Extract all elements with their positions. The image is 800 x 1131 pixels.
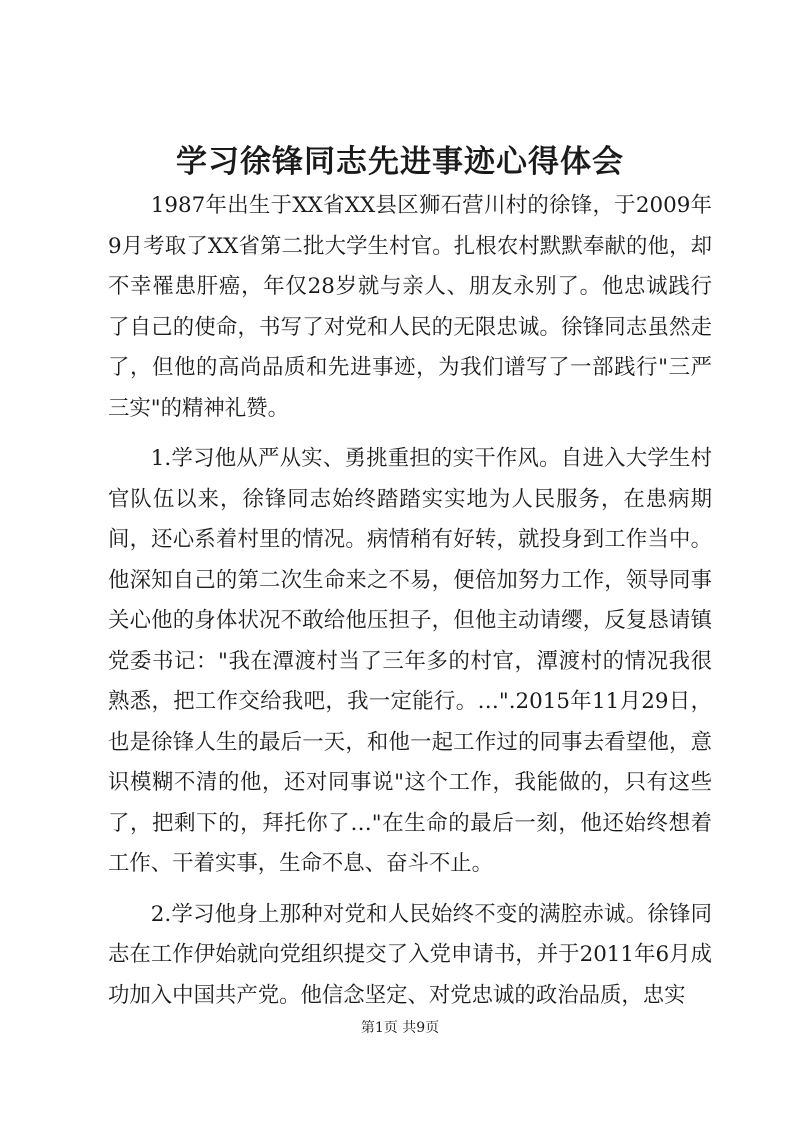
document-body bbox=[108, 186, 712, 1026]
page-number-footer: 第1页 共9页 bbox=[360, 1020, 440, 1036]
paragraph-section-2: 2.学习他身上那种对党和人民始终不变的满腔赤诚。徐锋同志在工作伊始就向党组织提交了入党申请书，并于2011年6月成功加入中国共产党。他信念坚定、对党忠诚的政治品质，忠实 bbox=[108, 901, 712, 1008]
paragraph-section-1: 1.学习他从严从实、勇挑重担的实干作风。自进入大学生村官队伍以来，徐锋同志始终踏踏实实地为人民服务，在患病期间，还心系着村里的情况。病情稍有好转，就投身到工作当中。他深知自己的第二次生命来之不易，便倍加努力工作，领导同事关心他的身体状况不敢给他压担子，但他主动请缨，反复恳请镇党委书记："我在潭渡村当了三年多的村官，潭渡村的情况我很熟悉，把工作交给我吧，我一定能行。…".2015年11月29日，也是徐锋人生的最后一天，和他一起工作过的同事去看望他，意识模糊不清的他，还对同事说"这个工作，我能做的，只有这些了，把剩下的，拜托你了…"在生命的最后一刻，他还始终想着工作、干着实事，生命不息、奋斗不止。 bbox=[108, 446, 712, 876]
paragraph-intro: 1987年出生于XX省XX县区狮石营川村的徐锋，于2009年9月考取了XX省第二批大学生村官。扎根农村默默奉献的他，却不幸罹患肝癌，年仅28岁就与亲人、朋友永别了。他忠诚践行了自己的使命，书写了对党和人民的无限忠诚。徐锋同志虽然走了，但他的高尚品质和先进事迹，为我们谱写了一部践行"三严三实"的精神礼赞。 bbox=[108, 193, 712, 421]
document-title: 学习徐锋同志先进事迹心得体会 bbox=[176, 144, 624, 180]
